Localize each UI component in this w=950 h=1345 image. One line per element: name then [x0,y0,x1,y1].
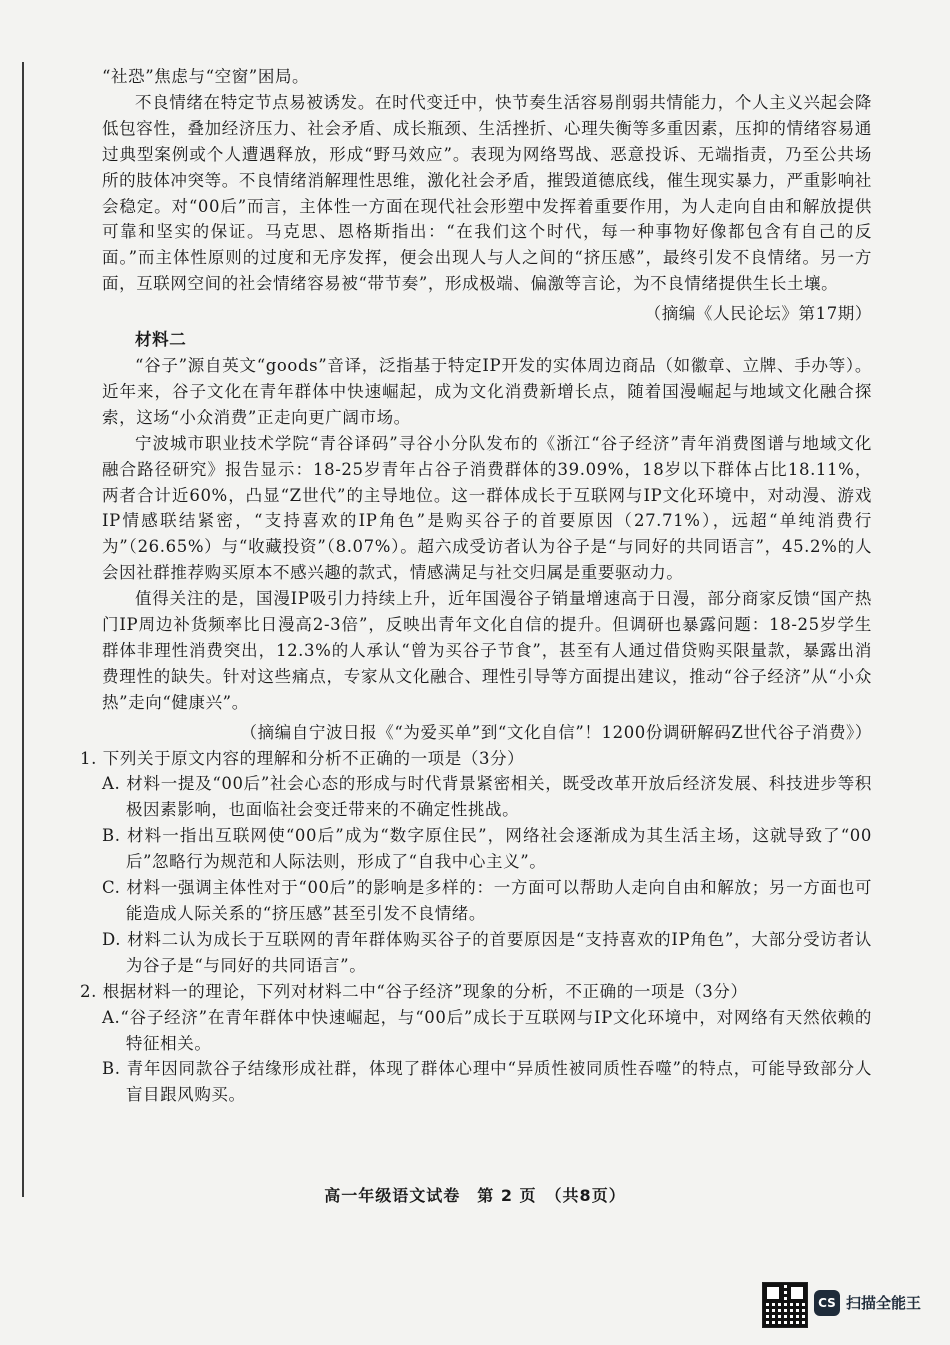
material2-heading: 材料二 [135,330,187,350]
question-2-option-a: A.“谷子经济”在青年群体中快速崛起，与“00后”成长于互联网与IP文化环境中，对网络有天然依赖的特征相关。 [102,1007,872,1053]
material2-paragraph: 值得关注的是，国漫IP吸引力持续上升，近年国漫谷子销量增速高于日漫，部分商家反馈“国产热门IP周边补货频率比日漫高2-3倍”，反映出青年文化自信的提升。但调研也暴露问题：18-25岁学生群体非理性消费突出，12.3%的人承认“曾为买谷子节食”，甚至有人通过借贷购买限量款，暴露出消费理性的缺失。针对这些痛点，专家从文化融合、理性引导等方面提出建议，推动“谷子经济”从“小众热”走向“健康兴”。 [102,589,872,712]
material2-paragraph: 宁波城市职业技术学院“青谷译码”寻谷小分队发布的《浙江“谷子经济”青年消费图谱与地域文化融合路径研究》报告显示：18-25岁青年占谷子消费群体的39.09%，18岁以下群体占比18.11%，两者合计近60%，凸显“Z世代”的主导地位。这一群体成长于互联网与IP文化环境中，对动漫、游戏IP情感联结紧密，“支持喜欢的IP角色”是购买谷子的首要原因（27.71%），远超“单纯消费行为”（26.65%）与“收藏投资”（8.07%）。超六成受访者认为谷子是“与同好的共同语言”，45.2%的人会因社群推荐购买原本不感兴趣的款式，情感满足与社交归属是重要驱动力。 [102,433,872,583]
intro-line: “社恐”焦虑与“空窗”困局。 [102,67,310,86]
page-content [80,64,872,1108]
question-1-option-a: A. 材料一提及“00后”社会心态的形成与时代背景紧密相关，既受改革开放后经济发展、科技进步等积极因素影响，也面临社会变迁带来的不确定性挑战。 [102,774,872,820]
qr-code-icon [762,1282,808,1328]
material2-paragraph: “谷子”源自英文“goods”音译，泛指基于特定IP开发的实体周边商品（如徽章、立牌、手办等）。近年来，谷子文化在青年群体中快速崛起，成为文化消费新增长点，随着国漫崛起与地域文化融合探索，这场“小众消费”正走向更广阔市场。 [102,355,872,427]
question-1-option-c: C. 材料一强调主体性对于“00后”的影响是多样的：一方面可以帮助人走向自由和解放；另一方面也可能造成人际关系的“挤压感”甚至引发不良情绪。 [102,878,872,923]
question-2-stem: 2. 根据材料一的理论，下列对材料二中“谷子经济”现象的分析，不正确的一项是（3分） [80,981,748,1001]
material2-source: （摘编自宁波日报《“为爱买单”到“文化自信”！1200份调研解码Z世代谷子消费》） [240,722,872,742]
page-footer: 高一年级语文试卷 第 2 页 （共8页） [324,1186,626,1205]
camscanner-logo-icon: CS [814,1290,840,1316]
material1-source: （摘编《人民论坛》第17期） [644,304,872,324]
scanner-watermark [762,1282,932,1326]
scanner-app-name: 扫描全能王 [846,1294,922,1312]
question-1-stem: 1. 下列关于原文内容的理解和分析不正确的一项是（3分） [80,748,525,768]
question-1-option-b: B. 材料一指出互联网使“00后”成为“数字原住民”，网络社会逐渐成为其生活主场，这就导致了“00后”忽略行为规范和人际法则，形成了“自我中心主义”。 [102,826,872,872]
question-2-option-b: B. 青年因同款谷子结缘形成社群，体现了群体心理中“异质性被同质性吞噬”的特点，可能导致部分人盲目跟风购买。 [102,1059,872,1105]
material1-paragraph: 不良情绪在特定节点易被诱发。在时代变迁中，快节奏生活容易削弱共情能力，个人主义兴起会降低包容性，叠加经济压力、社会矛盾、成长瓶颈、生活挫折、心理失衡等多重因素，压抑的情绪容易通过典型案例或个人遭遇释放，形成“野马效应”。表现为网络骂战、恶意投诉、无端指责，乃至公共场所的肢体冲突等。不良情绪消解理性思维，激化社会矛盾，摧毁道德底线，催生现实暴力，严重影响社会稳定。对“00后”而言，主体性一方面在现代社会形塑中发挥着重要作用，为人走向自由和解放提供可靠和坚实的保证。马克思、恩格斯指出：“在我们这个时代，每一种事物好像都包含有自己的反面。”而主体性原则的过度和无序发挥，便会出现人与人之间的“挤压感”，最终引发不良情绪。另一方面，互联网空间的社会情绪容易被“带节奏”，形成极端、偏激等言论，为不良情绪提供生长土壤。 [102,92,872,294]
question-1-option-d: D. 材料二认为成长于互联网的青年群体购买谷子的首要原因是“支持喜欢的IP角色”，大部分受访者认为谷子是“与同好的共同语言”。 [102,929,872,975]
binding-margin-line [22,62,24,1197]
